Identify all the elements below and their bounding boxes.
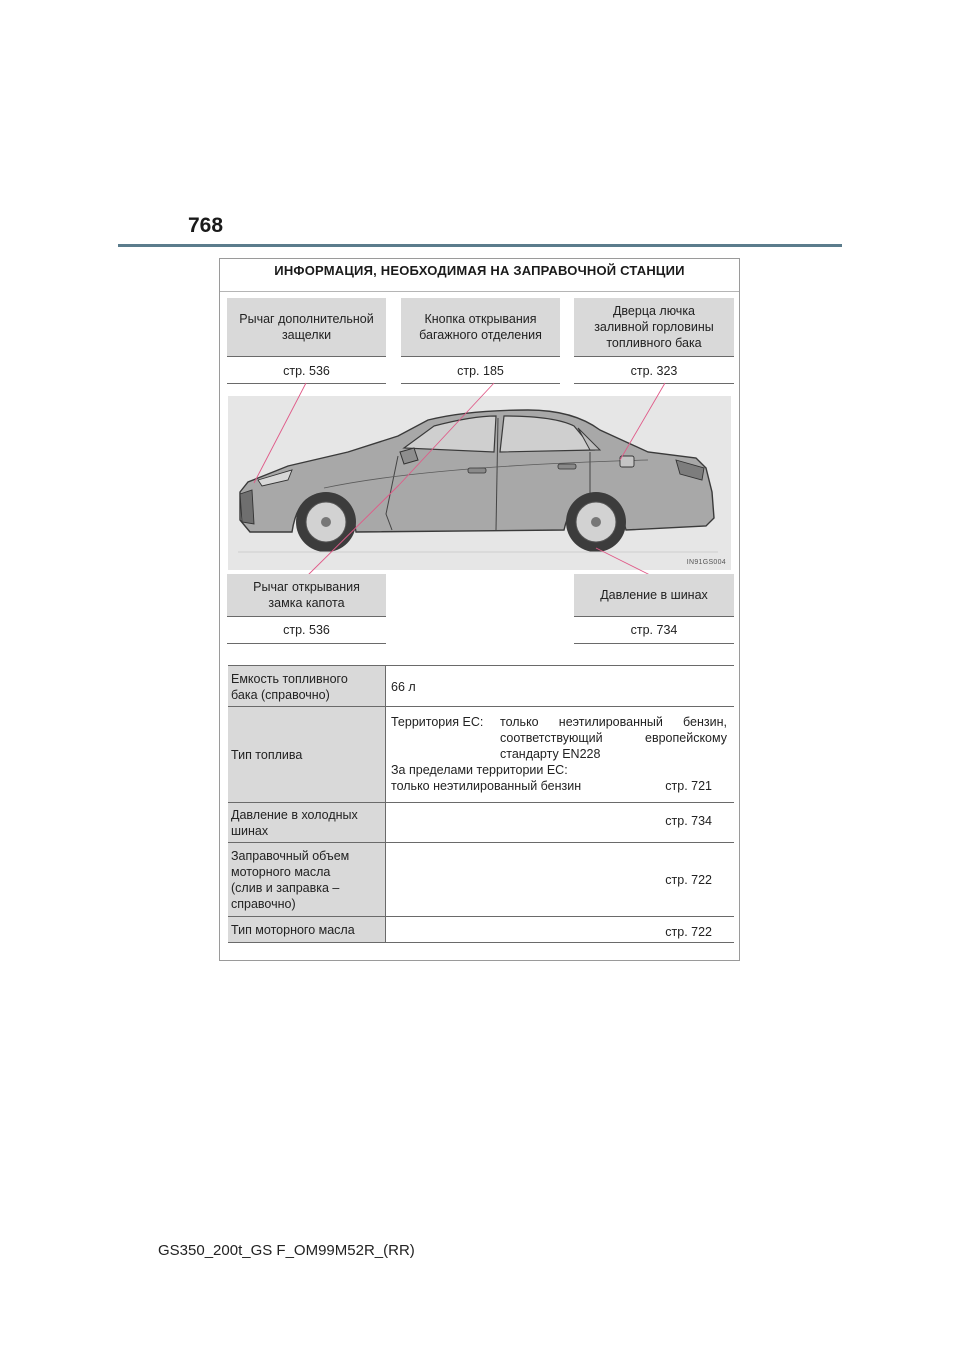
label-tire-pressure: Давление в шинах [574, 574, 734, 616]
label-auxiliary-latch-lever: Рычаг дополнительной защелки [227, 298, 386, 356]
divider [227, 643, 386, 644]
label-hood-release-lever: Рычаг открывания замка капота [227, 574, 386, 616]
document-code: GS350_200t_GS F_OM99M52R_(RR) [158, 1242, 415, 1259]
label-fuel-capacity: Емкость топливного бака (справочно) [228, 666, 385, 706]
label-oil-capacity: Заправочный объем моторного масла (слив и заправка – справочно) [228, 843, 385, 916]
box-title: ИНФОРМАЦИЯ, НЕОБХОДИМАЯ НА ЗАПРАВОЧНОЙ СТАНЦИИ [274, 263, 685, 278]
table-column-rule [385, 666, 386, 942]
label-trunk-opener-button: Кнопка открывания багажного отделения [401, 298, 560, 356]
ref-auxiliary-latch-lever[interactable]: стр. 536 [283, 364, 330, 378]
label-oil-type: Тип моторного масла [228, 917, 385, 942]
fuel-type-eu-prefix: Территория ЕС: [391, 715, 484, 729]
ref-fuel-type[interactable]: стр. 721 [665, 779, 712, 793]
divider [227, 616, 386, 617]
label-cold-tire-pressure: Давление в холодных шинах [228, 803, 385, 842]
value-fuel-capacity: 66 л [391, 680, 416, 694]
label-fuel-door: Дверца лючка заливной горловины топливного бака [574, 298, 734, 356]
fuel-type-eu-line3: стандарту EN228 [500, 747, 601, 761]
ref-tire-pressure[interactable]: стр. 734 [630, 623, 678, 637]
divider [574, 616, 734, 617]
table-row-rule [228, 942, 734, 943]
ref-oil-capacity[interactable]: стр. 722 [665, 873, 712, 887]
ref-oil-type[interactable]: стр. 722 [665, 925, 712, 939]
page-number: 768 [188, 214, 224, 237]
image-code: IN91GS004 [686, 559, 726, 566]
ref-trunk-opener-button[interactable]: стр. 185 [457, 364, 504, 378]
ref-hood-release-lever[interactable]: стр. 536 [283, 623, 330, 637]
label-fuel-type: Тип топлива [228, 707, 385, 802]
ref-cold-tire-pressure[interactable]: стр. 734 [665, 814, 712, 828]
fuel-type-eu-line2: соответствующий европейскому [500, 731, 727, 745]
fuel-type-outside-line2: только неэтилированный бензин [391, 779, 582, 793]
fuel-type-eu-line1: только неэтилированный бензин, [500, 715, 727, 729]
fuel-type-outside-line1: За пределами территории ЕС: [391, 763, 568, 777]
ref-fuel-door[interactable]: стр. 323 [630, 364, 678, 378]
divider [574, 643, 734, 644]
